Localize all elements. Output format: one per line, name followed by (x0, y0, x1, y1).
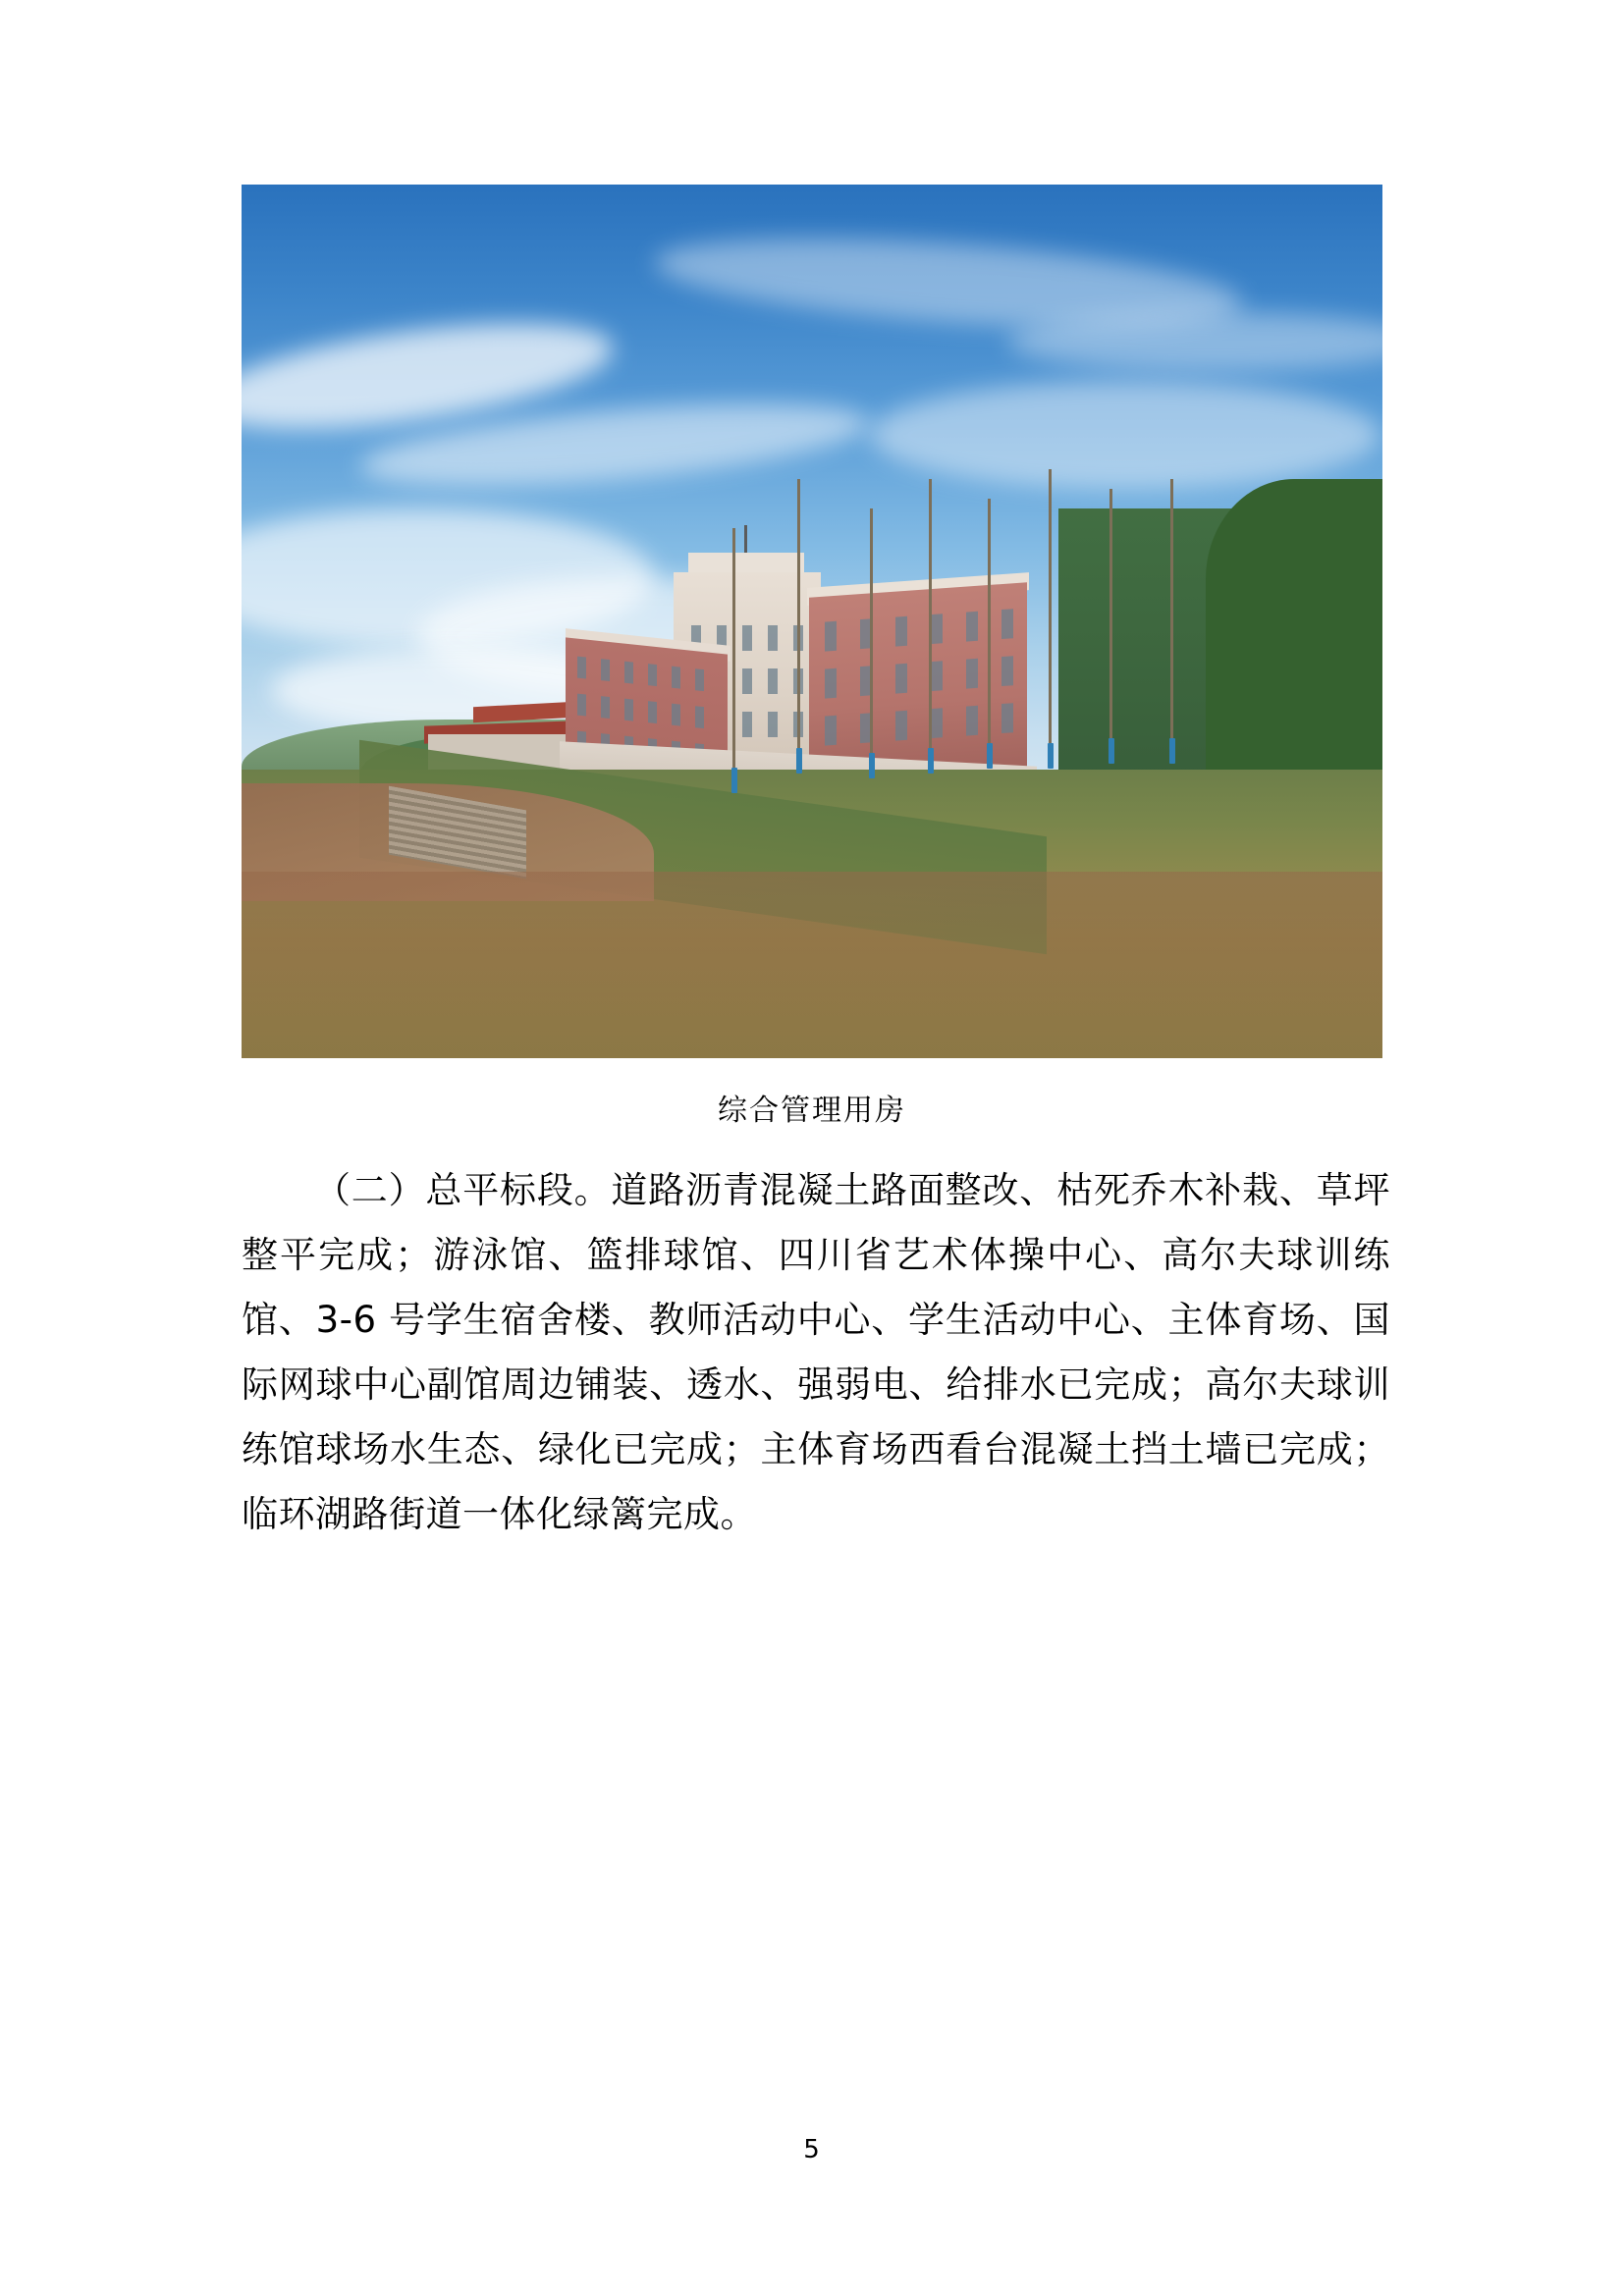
sapling-tree (988, 499, 991, 769)
window (624, 662, 633, 684)
cloud-shape (870, 381, 1380, 489)
window (931, 708, 943, 738)
window (825, 621, 837, 652)
window (624, 699, 633, 721)
window (1001, 703, 1013, 733)
window (825, 668, 837, 699)
sapling-tree (870, 508, 873, 778)
window (672, 667, 680, 689)
window (648, 664, 657, 686)
window (768, 625, 778, 651)
window (742, 712, 752, 737)
window (601, 696, 610, 719)
window (742, 625, 752, 651)
window (966, 706, 978, 736)
building-photograph (242, 185, 1382, 1058)
body-paragraph (242, 1158, 1390, 1547)
window (966, 612, 978, 642)
window (825, 716, 837, 746)
window (931, 614, 943, 644)
window (895, 664, 907, 694)
window (1001, 656, 1013, 686)
window (768, 712, 778, 737)
sapling-tree (732, 528, 735, 793)
window (648, 701, 657, 723)
window (895, 711, 907, 741)
figure-block (242, 185, 1382, 1129)
window (966, 659, 978, 689)
paragraph-text: （二）总平标段。道路沥青混凝土路面整改、枯死乔木补栽、草坪整平完成；游泳馆、篮排球馆、四川省艺术体操中心、高尔夫球训练馆、3-6 号学生宿舍楼、教师活动中心、学生活动中心、主体育场、国际网球中心副馆周边铺装、透水、强弱电、给排水已完成；高尔夫球训练馆球场水生态、绿化已完成；主体育场西看台混凝土挡土墙已完成；临环湖路街道一体化绿篱完成。 (242, 1169, 1390, 1535)
window (695, 706, 704, 728)
sapling-tree (1109, 489, 1112, 764)
window (742, 668, 752, 694)
window (931, 661, 943, 691)
right-wing (809, 582, 1027, 784)
window (895, 616, 907, 647)
foreground-soil-band (242, 872, 1382, 1058)
sapling-tree (1049, 469, 1052, 769)
page-number: 5 (803, 2135, 820, 2164)
forest-background (1206, 479, 1382, 813)
window (672, 704, 680, 726)
window (601, 659, 610, 681)
window (1001, 609, 1013, 639)
sapling-tree (929, 479, 932, 774)
figure-caption: 综合管理用房 (718, 1094, 906, 1128)
window (695, 668, 704, 691)
window (577, 694, 586, 717)
window (768, 668, 778, 694)
sapling-tree (797, 479, 800, 774)
window (577, 657, 586, 679)
sapling-tree (1170, 479, 1173, 764)
